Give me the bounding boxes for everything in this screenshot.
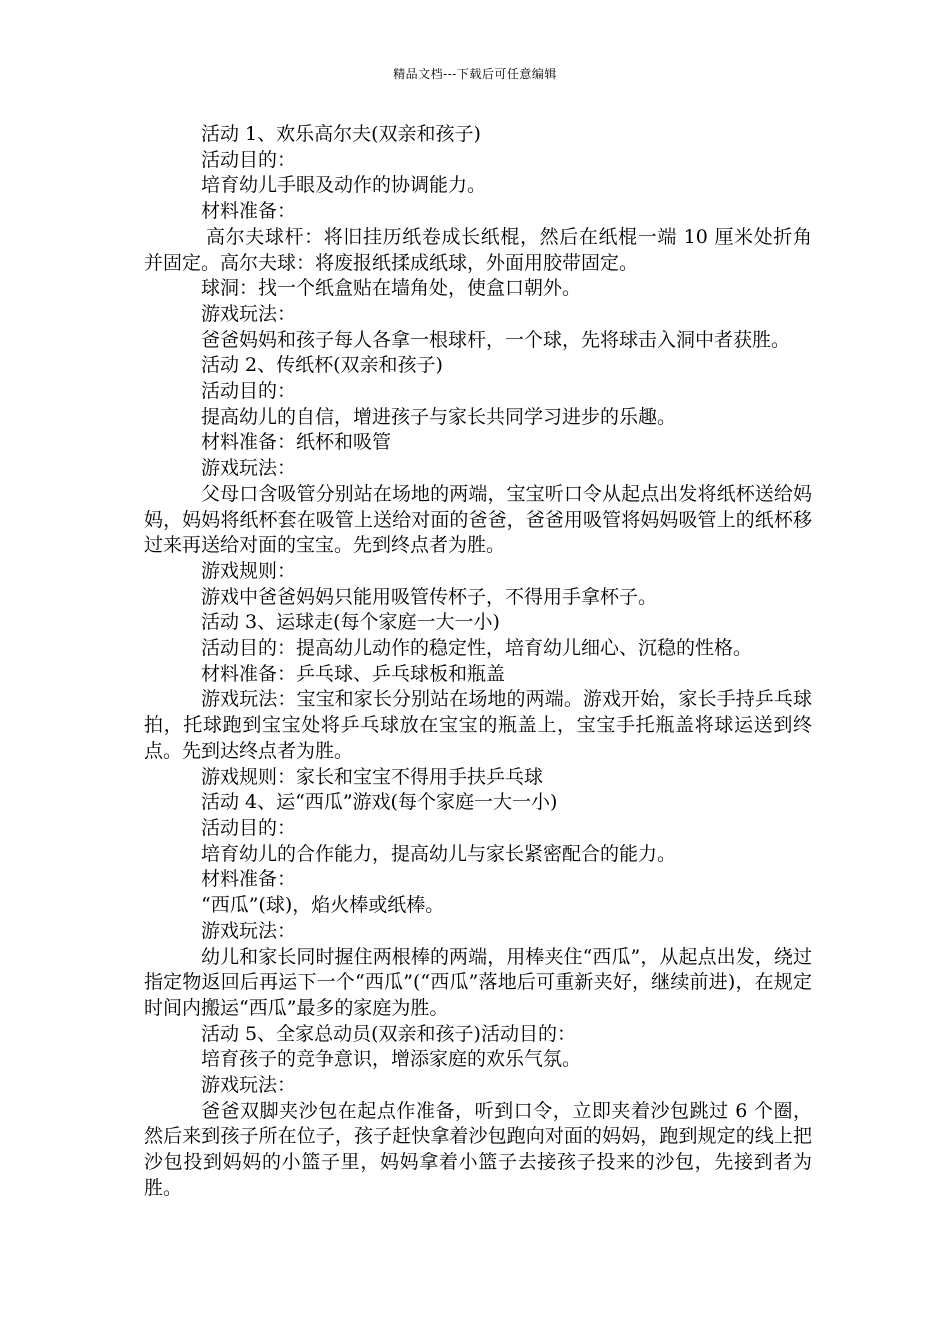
activity-1-materials-heading: 材料准备： — [201, 200, 297, 223]
activity-5-goal: 培育孩子的竞争意识，增添家庭的欢乐气氛。 — [201, 1048, 582, 1071]
activity-4-materials: “西瓜”(球)，焰火棒或纸棒。 — [201, 894, 445, 917]
activity-1-title: 活动 1、欢乐高尔夫(双亲和孩子) — [201, 123, 481, 145]
activity-2-play: 父母口含吸管分别站在场地的两端，宝宝听口令从起点出发将纸杯送给妈妈，妈妈将纸杯套在吸管上送给对面的爸爸，爸爸用吸管将妈妈吸管上的纸杯移过来再送给对面的宝宝。先到终点者为胜。 — [144, 482, 812, 557]
activity-2-goal-heading: 活动目的： — [201, 380, 297, 403]
activity-1-play-heading: 游戏玩法： — [201, 302, 297, 325]
activity-3-title: 活动 3、运球走(每个家庭一大一小) — [201, 611, 500, 634]
activity-3-play: 游戏玩法：宝宝和家长分别站在场地的两端。游戏开始，家长手持乒乓球拍，托球跑到宝宝处将乒乓球放在宝宝的瓶盖上，宝宝手托瓶盖将球运送到终点。先到达终点者为胜。 — [144, 688, 812, 762]
activity-2-title: 活动 2、传纸杯(双亲和孩子) — [201, 354, 443, 377]
activity-4-play: 幼儿和家长同时握住两根棒的两端，用棒夹住“西瓜”，从起点出发，绕过指定物返回后再运下一个“西瓜”(“西瓜”落地后可重新夹好，继续前进)，在规定时间内搬运“西瓜”最多的家庭为胜。 — [144, 945, 812, 1019]
activity-4-goal: 培育幼儿的合作能力，提高幼儿与家长紧密配合的能力。 — [201, 842, 677, 865]
activity-1-play: 爸爸妈妈和孩子每人各拿一根球杆，一个球，先将球击入洞中者获胜。 — [201, 328, 791, 351]
activity-5-play: 爸爸双脚夹沙包在起点作准备，听到口令，立即夹着沙包跳过 6 个圈，然后来到孩子所在位子，孩子赶快拿着沙包跑向对面的妈妈，跑到规定的线上把沙包投到妈妈的小篮子里，妈妈拿着小篮子去接孩子投来的沙包，先接到者为胜。 — [144, 1099, 812, 1199]
activity-4-goal-heading: 活动目的： — [201, 816, 297, 839]
activity-1-goal-heading: 活动目的： — [201, 148, 297, 171]
activity-3-goal: 活动目的：提高幼儿动作的稳定性，培育幼儿细心、沉稳的性格。 — [201, 637, 753, 660]
activity-3-materials: 材料准备：乒乓球、乒乓球板和瓶盖 — [201, 662, 506, 685]
activity-4-title: 活动 4、运“西瓜”游戏(每个家庭一大一小) — [201, 791, 558, 814]
activity-1-goal: 培育幼儿手眼及动作的协调能力。 — [201, 174, 487, 197]
activity-4-play-heading: 游戏玩法： — [201, 919, 297, 942]
activity-1-hole: 球洞：找一个纸盒贴在墙角处，使盒口朝外。 — [201, 277, 582, 300]
activity-4-materials-heading: 材料准备： — [201, 868, 297, 891]
activity-2-rules-heading: 游戏规则： — [201, 559, 297, 582]
activity-2-rules: 游戏中爸爸妈妈只能用吸管传杯子，不得用手拿杯子。 — [201, 585, 658, 608]
activity-3-rules: 游戏规则：家长和宝宝不得用手扶乒乓球 — [201, 765, 544, 788]
activity-1-materials: 高尔夫球杆：将旧挂历纸卷成长纸棍，然后在纸棍一端 10 厘米处折角并固定。高尔夫球：将废报纸揉成纸球，外面用胶带固定。 — [144, 225, 812, 274]
activity-5-play-heading: 游戏玩法： — [201, 1074, 297, 1097]
activity-2-materials: 材料准备：纸杯和吸管 — [201, 431, 392, 454]
activity-5-title: 活动 5、全家总动员(双亲和孩子)活动目的： — [201, 1022, 576, 1045]
page-header: 精品文档---下载后可任意编辑 — [393, 67, 557, 81]
activity-2-play-heading: 游戏玩法： — [201, 457, 297, 480]
document-body — [144, 122, 812, 1202]
activity-2-goal: 提高幼儿的自信，增进孩子与家长共同学习进步的乐趣。 — [201, 405, 677, 428]
